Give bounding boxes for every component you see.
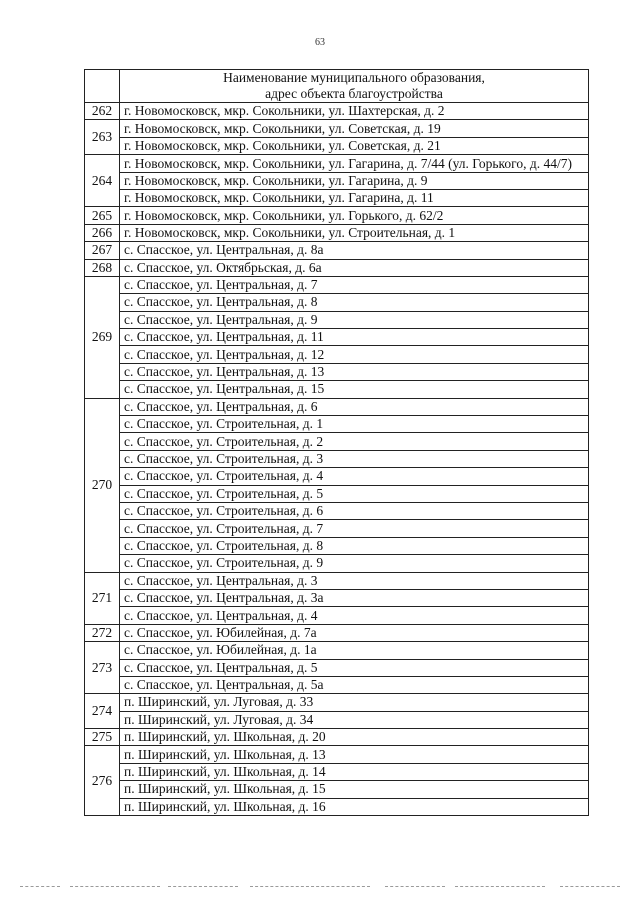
table-row [85,781,589,798]
address-cell: п. Ширинский, ул. Луговая, д. 34 [120,711,589,728]
scan-artifact-line [250,886,370,888]
address-cell: с. Спасское, ул. Октябрьская, д. 6а [120,259,589,276]
address-table [84,69,589,816]
table-row [85,694,589,711]
address-cell: с. Спасское, ул. Строительная, д. 2 [120,433,589,450]
table-row [85,798,589,815]
table-row [85,468,589,485]
address-cell: г. Новомосковск, мкр. Сокольники, ул. Гагарина, д. 9 [120,172,589,189]
table-row [85,189,589,206]
address-cell: с. Спасское, ул. Центральная, д. 3а [120,589,589,606]
table-row [85,259,589,276]
object-number-cell: 270 [85,398,120,572]
address-cell: г. Новомосковск, мкр. Сокольники, ул. Советская, д. 19 [120,120,589,137]
address-cell: г. Новомосковск, мкр. Сокольники, ул. Гагарина, д. 7/44 (ул. Горького, д. 44/7) [120,155,589,172]
table-row [85,346,589,363]
table-row [85,659,589,676]
object-number-cell: 264 [85,155,120,207]
object-number-cell: 272 [85,624,120,641]
address-cell: п. Ширинский, ул. Луговая, д. 33 [120,694,589,711]
table-row [85,729,589,746]
address-cell: с. Спасское, ул. Центральная, д. 6 [120,398,589,415]
table-row [85,103,589,120]
address-cell: с. Спасское, ул. Строительная, д. 6 [120,502,589,519]
page-number: 63 [315,37,325,48]
table-row [85,450,589,467]
address-cell: п. Ширинский, ул. Школьная, д. 15 [120,781,589,798]
header-title-cell: Наименование муниципального образования, адрес объекта благоустройства [120,70,589,103]
table-row [85,763,589,780]
table-row [85,555,589,572]
table-row [85,329,589,346]
address-cell: п. Ширинский, ул. Школьная, д. 16 [120,798,589,815]
address-cell: с. Спасское, ул. Строительная, д. 7 [120,520,589,537]
address-cell: г. Новомосковск, мкр. Сокольники, ул. Гагарина, д. 11 [120,189,589,206]
table-row [85,137,589,154]
object-number-cell: 265 [85,207,120,224]
object-number-cell: 267 [85,242,120,259]
table-row [85,502,589,519]
address-cell: г. Новомосковск, мкр. Сокольники, ул. Шахтерская, д. 2 [120,103,589,120]
scan-artifact-line [168,886,238,888]
address-cell: с. Спасское, ул. Центральная, д. 15 [120,381,589,398]
table-row [85,607,589,624]
object-number-cell: 266 [85,224,120,241]
table-row [85,398,589,415]
table-row [85,120,589,137]
address-cell: с. Спасское, ул. Строительная, д. 3 [120,450,589,467]
address-table-body [85,70,589,816]
address-cell: с. Спасское, ул. Центральная, д. 11 [120,329,589,346]
address-cell: с. Спасское, ул. Строительная, д. 4 [120,468,589,485]
table-row [85,172,589,189]
table-row [85,624,589,641]
table-row [85,520,589,537]
object-number-cell: 273 [85,642,120,694]
address-cell: п. Ширинский, ул. Школьная, д. 13 [120,746,589,763]
address-cell: с. Спасское, ул. Юбилейная, д. 7а [120,624,589,641]
address-cell: п. Ширинский, ул. Школьная, д. 20 [120,729,589,746]
table-row [85,242,589,259]
object-number-cell: 274 [85,694,120,729]
address-cell: с. Спасское, ул. Центральная, д. 5 [120,659,589,676]
table-row [85,363,589,380]
address-cell: с. Спасское, ул. Строительная, д. 8 [120,537,589,554]
object-number-cell: 268 [85,259,120,276]
address-cell: г. Новомосковск, мкр. Сокольники, ул. Советская, д. 21 [120,137,589,154]
address-cell: с. Спасское, ул. Центральная, д. 5а [120,676,589,693]
table-row [85,207,589,224]
table-row [85,311,589,328]
address-cell: с. Спасское, ул. Центральная, д. 8а [120,242,589,259]
table-row [85,381,589,398]
table-row [85,676,589,693]
table-row [85,485,589,502]
scan-artifact-line [560,886,620,888]
scan-artifact-line [455,886,545,888]
object-number-cell: 269 [85,276,120,398]
table-row [85,642,589,659]
address-cell: с. Спасское, ул. Центральная, д. 13 [120,363,589,380]
table-row [85,711,589,728]
table-row [85,746,589,763]
object-number-cell: 271 [85,572,120,624]
table-row [85,416,589,433]
header-number-cell [85,70,120,103]
table-row [85,572,589,589]
address-cell: с. Спасское, ул. Центральная, д. 9 [120,311,589,328]
address-cell: с. Спасское, ул. Строительная, д. 1 [120,416,589,433]
table-row [85,537,589,554]
object-number-cell: 276 [85,746,120,816]
address-cell: г. Новомосковск, мкр. Сокольники, ул. Строительная, д. 1 [120,224,589,241]
table-header-row [85,70,589,103]
object-number-cell: 262 [85,103,120,120]
table-row [85,155,589,172]
scan-artifact-line [20,886,60,888]
address-cell: с. Спасское, ул. Центральная, д. 12 [120,346,589,363]
address-cell: г. Новомосковск, мкр. Сокольники, ул. Горького, д. 62/2 [120,207,589,224]
scan-artifact-line [70,886,160,888]
address-cell: п. Ширинский, ул. Школьная, д. 14 [120,763,589,780]
address-cell: с. Спасское, ул. Центральная, д. 3 [120,572,589,589]
address-cell: с. Спасское, ул. Юбилейная, д. 1а [120,642,589,659]
table-row [85,589,589,606]
address-cell: с. Спасское, ул. Центральная, д. 8 [120,294,589,311]
table-row [85,294,589,311]
address-cell: с. Спасское, ул. Центральная, д. 4 [120,607,589,624]
address-cell: с. Спасское, ул. Строительная, д. 5 [120,485,589,502]
object-number-cell: 263 [85,120,120,155]
table-row [85,433,589,450]
table-row [85,276,589,293]
scan-artifact-line [385,886,445,888]
object-number-cell: 275 [85,729,120,746]
table-row [85,224,589,241]
address-cell: с. Спасское, ул. Центральная, д. 7 [120,276,589,293]
address-cell: с. Спасское, ул. Строительная, д. 9 [120,555,589,572]
